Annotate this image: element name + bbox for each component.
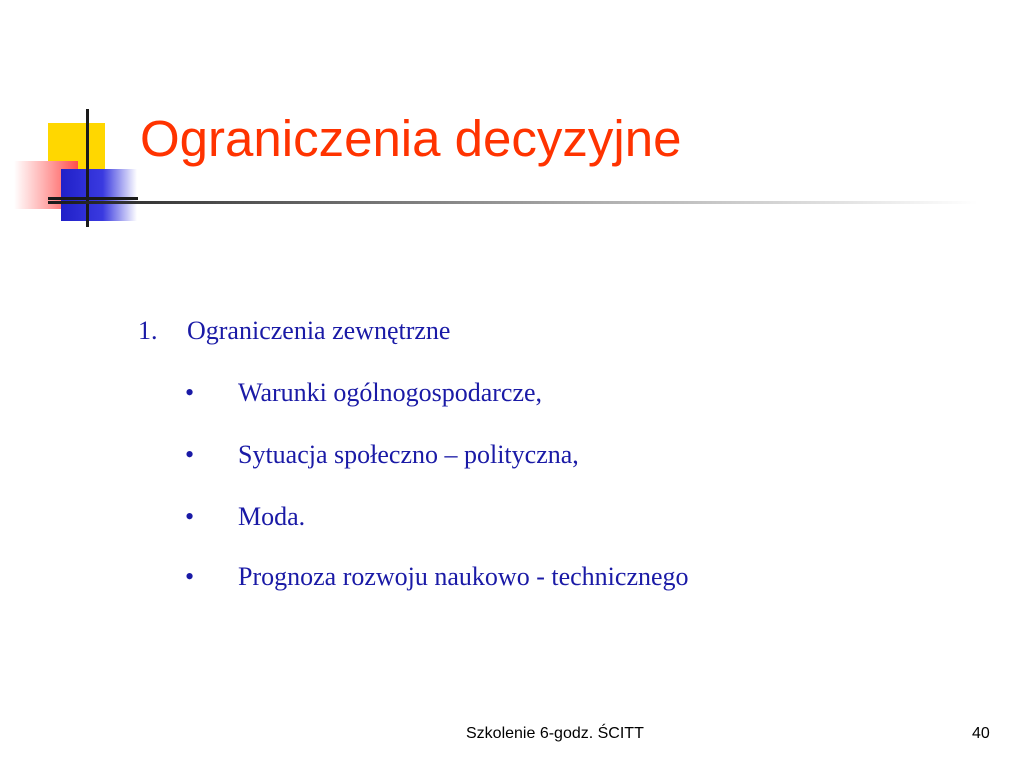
list-item: Prognoza rozwoju naukowo - technicznego	[238, 562, 689, 591]
list-item: Warunki ogólnogospodarcze,	[238, 378, 543, 407]
footer-text: Szkolenie 6-godz. ŚCITT	[466, 725, 644, 742]
slide-title: Ograniczenia decyzyjne	[140, 110, 682, 167]
bullet-marker: •	[185, 440, 195, 469]
list-item: Sytuacja społeczno – polityczna,	[238, 440, 579, 469]
list-heading: Ograniczenia zewnętrzne	[187, 316, 451, 345]
list-item: Moda.	[238, 502, 306, 531]
list-number: 1.	[138, 316, 158, 345]
bullet-marker: •	[185, 378, 195, 407]
bullet-marker: •	[185, 562, 195, 591]
bullet-marker: •	[185, 502, 195, 531]
page-number: 40	[972, 725, 990, 742]
